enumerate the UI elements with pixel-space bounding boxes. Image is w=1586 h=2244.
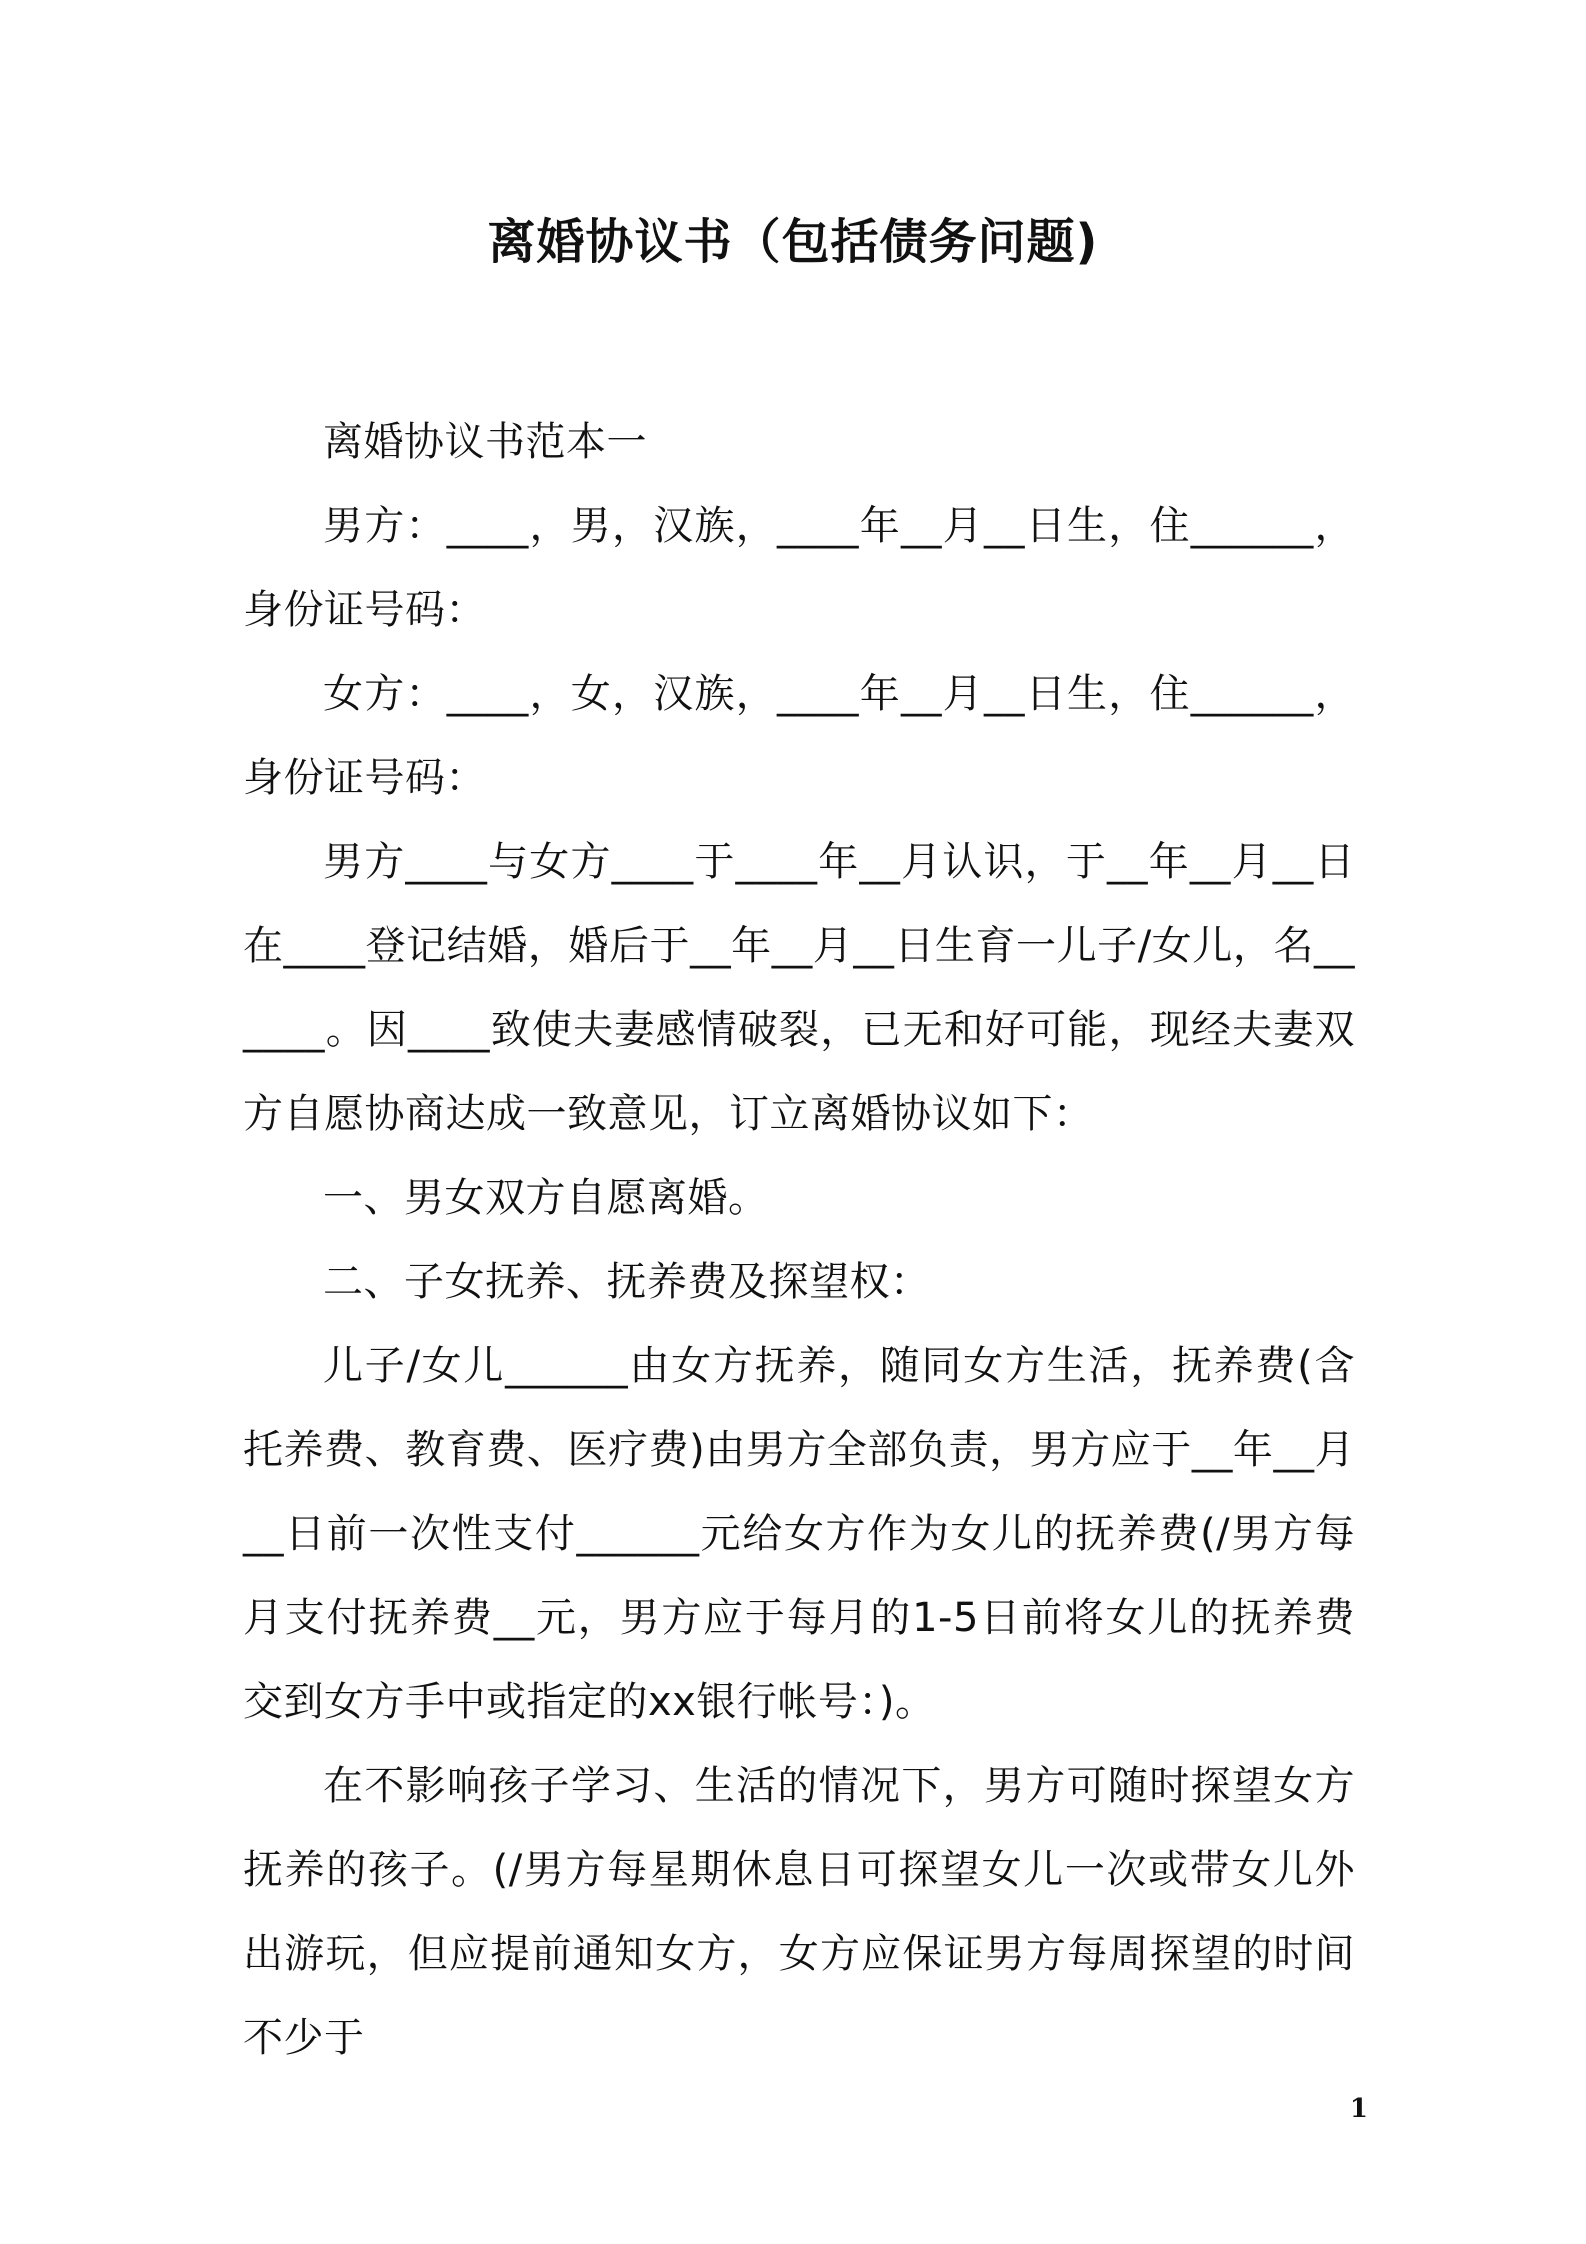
paragraph-child-support: 儿子/女儿______由女方抚养，随同女方生活，抚养费(含托养费、教育费、医疗费)由男方全部负责，男方应于__年__月__日前一次性支付______元给女方作为女儿的抚养费(/男方每月支付抚养费__元，男方应于每月的1-5日前将女儿的抚养费交到女方手中或指定的xx银行帐号：)。 [243,1343,1355,1725]
document-body [243,400,1355,2080]
paragraph-clause-one: 一、男女双方自愿离婚。 [323,1175,769,1221]
paragraph-visitation: 在不影响孩子学习、生活的情况下，男方可随时探望女方抚养的孩子。(/男方每星期休息日可探望女儿一次或带女儿外出游玩，但应提前通知女方，女方应保证男方每周探望的时间不少于 [243,1763,1355,2061]
paragraph-wife-info: 女方：____，女，汉族，____年__月__日生，住______，身份证号码： [243,671,1355,801]
page-number: 1 [1349,2094,1368,2124]
paragraph-clause-two-heading: 二、子女抚养、抚养费及探望权： [323,1259,931,1305]
document-title: 离婚协议书（包括债务问题) [487,214,1099,270]
paragraph-marriage-background: 男方____与女方____于____年__月认识，于__年__月__日在____登记结婚，婚后于__年__月__日生育一儿子/女儿，名______。因____致使夫妻感情破裂，已无和好可能，现经夫妻双方自愿协商达成一致意见，订立离婚协议如下： [243,839,1355,1137]
paragraph-husband-info: 男方：____，男，汉族，____年__月__日生，住______，身份证号码： [243,503,1355,633]
paragraph-sample-heading: 离婚协议书范本一 [323,419,647,465]
